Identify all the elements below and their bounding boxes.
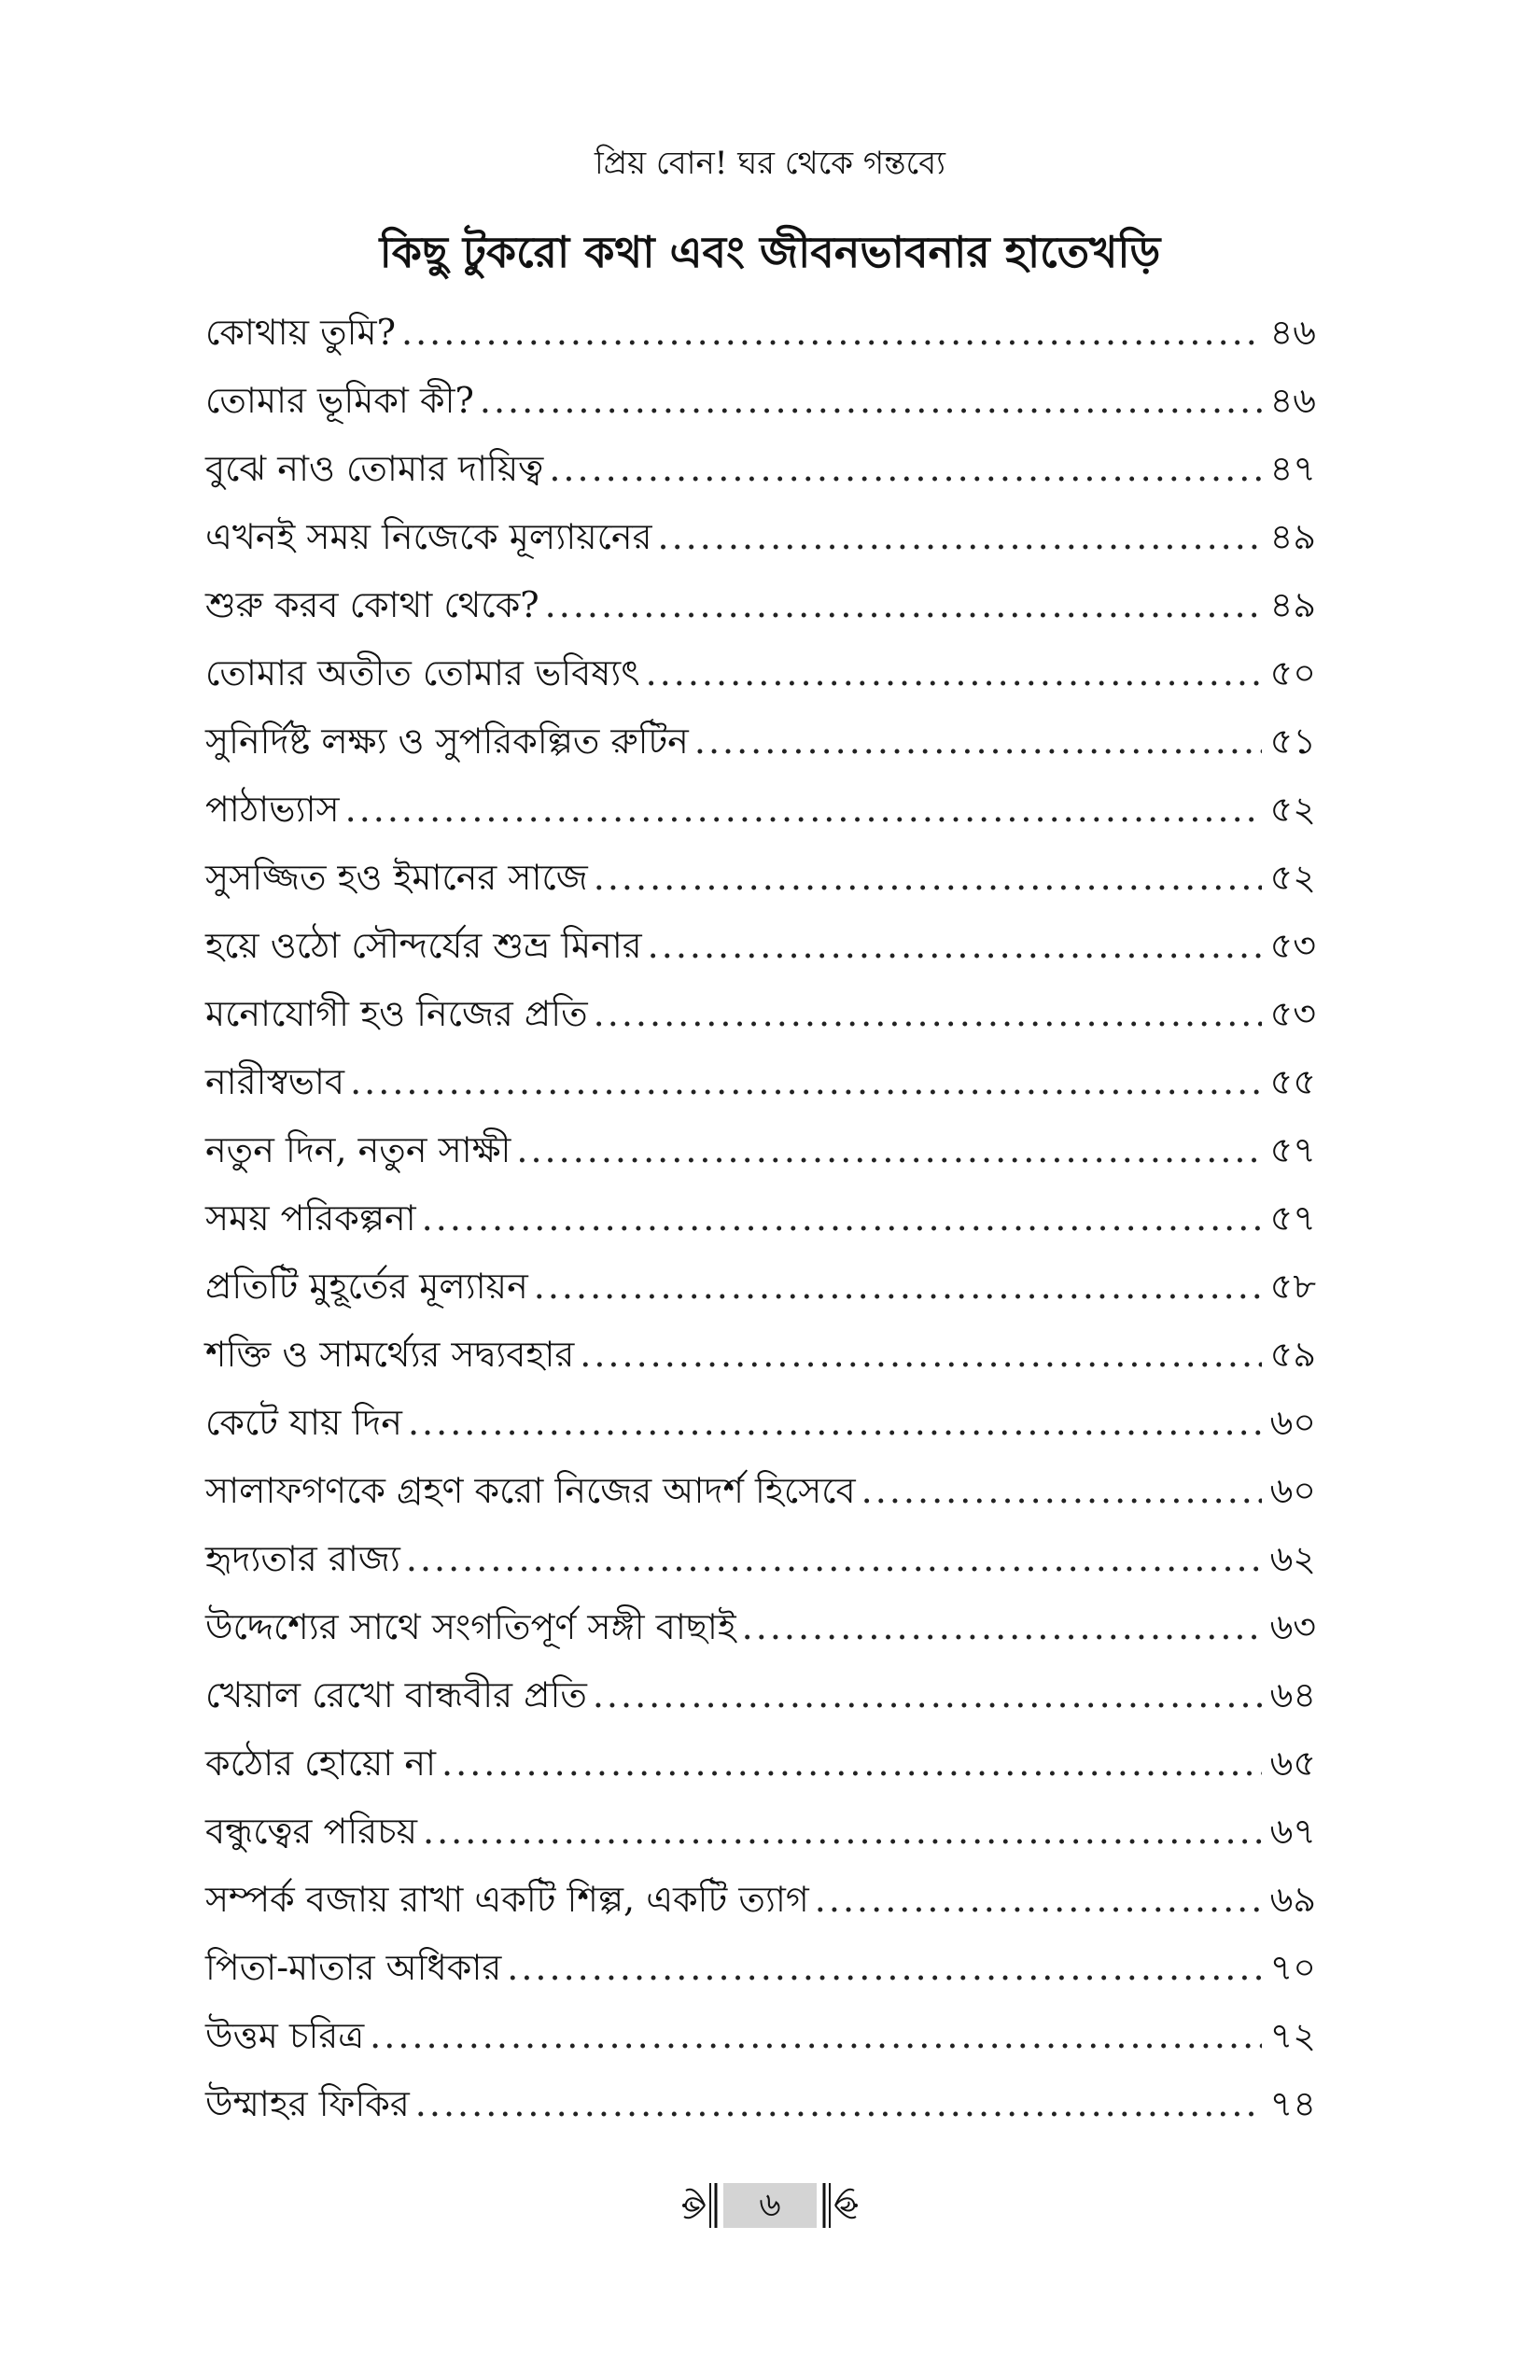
toc-dot-leader <box>534 1253 1262 1321</box>
toc-entry-title: নতুন দিন, নতুন সাক্ষী <box>205 1129 511 1170</box>
toc-entry-page-number: ৪৯ <box>1269 584 1316 625</box>
toc-entry <box>205 912 1316 980</box>
toc-dot-leader <box>658 503 1262 571</box>
toc-dot-leader <box>549 435 1262 503</box>
toc-entry-page-number: ৬০ <box>1269 1402 1316 1443</box>
toc-entry <box>205 367 1316 435</box>
toc-entry-page-number: ৫৭ <box>1269 1129 1316 1170</box>
toc-entry <box>205 435 1316 503</box>
toc-dot-leader <box>422 1184 1262 1253</box>
section-title: কিছু টুকরো কথা এবং জীবনভাবনার হাতেখড়ি <box>379 227 1161 277</box>
toc-entry <box>205 1866 1316 1934</box>
toc-dot-leader <box>401 299 1262 367</box>
toc-entry-page-number: ৪৭ <box>1269 448 1316 489</box>
toc-entry <box>205 1253 1316 1321</box>
toc-entry-page-number: ৫৯ <box>1269 1334 1316 1375</box>
toc-entry-title: হৃদ্যতার রাজ্য <box>205 1538 400 1579</box>
toc-entry <box>205 1729 1316 1798</box>
toc-entry <box>205 2070 1316 2138</box>
toc-entry-page-number: ৬২ <box>1269 1538 1316 1579</box>
toc-entry-title: সম্পর্ক বজায় রাখা একটি শিল্প, একটি ত্যাগ <box>205 1879 809 1920</box>
toc-entry-page-number: ৬০ <box>1269 1470 1316 1511</box>
toc-entry <box>205 1798 1316 1866</box>
toc-entry <box>205 1457 1316 1525</box>
toc-entry-page-number: ৬৫ <box>1269 1743 1316 1784</box>
toc-entry-page-number: ৪৬ <box>1269 312 1316 353</box>
toc-entry-title: তোমার অতীত তোমার ভবিষ্যৎ <box>205 652 640 693</box>
toc-entry-title: সালাফগণকে গ্রহণ করো নিজের আদর্শ হিসেবে <box>205 1470 856 1511</box>
page-footer <box>0 2179 1540 2232</box>
toc-dot-leader <box>648 912 1262 980</box>
toc-entry <box>205 1661 1316 1729</box>
toc-dot-leader <box>694 707 1262 776</box>
toc-entry-page-number: ৫২ <box>1269 857 1316 898</box>
toc-dot-leader <box>593 1661 1262 1729</box>
toc-entry-page-number: ৪৯ <box>1269 516 1316 557</box>
toc-entry <box>205 1184 1316 1253</box>
toc-entry-title: সুসজ্জিত হও ইমানের সাজে <box>205 857 588 898</box>
toc-entry-page-number: ৫৩ <box>1269 993 1316 1034</box>
floral-ornament-icon <box>820 2179 861 2232</box>
toc-entry-page-number: ৪৬ <box>1269 380 1316 421</box>
toc-entry-title: শুরু করব কোথা থেকে? <box>205 584 539 625</box>
toc-entry <box>205 299 1316 367</box>
toc-entry <box>205 1048 1316 1116</box>
toc-entry-title: উত্তম চরিত্র <box>205 2015 365 2056</box>
toc-dot-leader <box>594 980 1262 1048</box>
toc-entry-page-number: ৫২ <box>1269 789 1316 830</box>
toc-entry <box>205 1321 1316 1389</box>
toc-entry-title: হয়ে ওঠো সৌন্দর্যের শুভ্র মিনার <box>205 925 642 966</box>
toc-entry-title: বন্ধুত্বের পরিচয় <box>205 1811 417 1852</box>
toc-entry-title: কেটে যায় দিন <box>205 1402 402 1443</box>
toc-entry-page-number: ৭৪ <box>1269 2083 1316 2124</box>
toc-entry <box>205 1389 1316 1457</box>
toc-entry-page-number: ৬৭ <box>1269 1811 1316 1852</box>
toc-dot-leader <box>406 1525 1262 1593</box>
toc-entry-page-number: ৬৯ <box>1269 1879 1316 1920</box>
running-header: প্রিয় বোন! ঘর থেকে গন্তব্যে <box>594 145 946 182</box>
toc-entry-page-number: ৫৮ <box>1269 1266 1316 1307</box>
toc-dot-leader <box>507 1934 1262 2002</box>
toc-entry-page-number: ৫০ <box>1269 652 1316 693</box>
toc-dot-leader <box>742 1593 1262 1661</box>
toc-entry-page-number: ৬৩ <box>1269 1606 1316 1647</box>
toc-dot-leader <box>408 1389 1262 1457</box>
toc-entry <box>205 844 1316 912</box>
toc-entry-title: শক্তি ও সামর্থ্যের সদ্ব্যবহার <box>205 1334 575 1375</box>
floral-ornament-icon <box>679 2179 720 2232</box>
toc-entry-title: প্রতিটি মুহূর্তের মূল্যায়ন <box>205 1266 528 1307</box>
toc-entry <box>205 639 1316 707</box>
toc-dot-leader <box>370 2002 1262 2070</box>
toc-dot-leader <box>350 1048 1262 1116</box>
toc-dot-leader <box>594 844 1262 912</box>
toc-entry-title: তোমার ভূমিকা কী? <box>205 380 474 421</box>
toc-entry-page-number: ৬৪ <box>1269 1674 1316 1715</box>
toc-entry-title: পিতা-মাতার অধিকার <box>205 1947 502 1988</box>
toc-entry-page-number: ৫৫ <box>1269 1061 1316 1102</box>
toc-entry <box>205 707 1316 776</box>
toc-entry-title: বুঝে নাও তোমার দায়িত্ব <box>205 448 544 489</box>
toc-entry-title: নারীস্বভাব <box>205 1061 345 1102</box>
toc-entry <box>205 980 1316 1048</box>
toc-dot-leader <box>580 1321 1262 1389</box>
toc-dot-leader <box>861 1457 1262 1525</box>
page-number: ৬ <box>723 2183 817 2228</box>
toc-entry <box>205 1593 1316 1661</box>
toc-dot-leader <box>423 1798 1262 1866</box>
toc-entry-page-number: ৭০ <box>1269 1947 1316 1988</box>
toc-entry-title: কোথায় তুমি? <box>205 312 396 353</box>
toc-entry <box>205 1116 1316 1184</box>
toc-dot-leader <box>545 571 1262 639</box>
toc-dot-leader <box>815 1866 1262 1934</box>
toc-dot-leader <box>646 639 1262 707</box>
toc-entry-title: সময় পরিকল্পনা <box>205 1197 416 1239</box>
toc-entry <box>205 1934 1316 2002</box>
toc-entry-title: পাঠাভ্যাস <box>205 789 340 830</box>
toc-entry-page-number: ৭২ <box>1269 2015 1316 2056</box>
toc-dot-leader <box>415 2070 1262 2138</box>
toc-dot-leader <box>480 367 1262 435</box>
toc-entry <box>205 2002 1316 2070</box>
toc-entry-title: সুনির্দিষ্ট লক্ষ্য ও সুপরিকল্পিত রুটিন <box>205 721 689 762</box>
toc-entry-title: এখনই সময় নিজেকে মূল্যায়নের <box>205 516 652 557</box>
toc-entry-title: উম্মাহর ফিকির <box>205 2083 410 2124</box>
toc-entry <box>205 571 1316 639</box>
toc-entry-page-number: ৫৩ <box>1269 925 1316 966</box>
toc-entry-page-number: ৫৭ <box>1269 1197 1316 1239</box>
toc-dot-leader <box>441 1729 1262 1798</box>
toc-entry <box>205 1525 1316 1593</box>
toc-entry <box>205 503 1316 571</box>
table-of-contents <box>205 299 1316 2138</box>
toc-entry-title: কঠোর হোয়ো না <box>205 1743 437 1784</box>
toc-dot-leader <box>516 1116 1262 1184</box>
toc-entry-title: মনোযোগী হও নিজের প্রতি <box>205 993 588 1034</box>
toc-dot-leader <box>345 776 1262 844</box>
toc-entry-page-number: ৫১ <box>1269 721 1316 762</box>
toc-entry <box>205 776 1316 844</box>
toc-entry-title: উদ্দেশ্যের সাথে সংগতিপূর্ণ সঙ্গী বাছাই <box>205 1606 736 1647</box>
toc-entry-title: খেয়াল রেখো বান্ধবীর প্রতি <box>205 1674 587 1715</box>
